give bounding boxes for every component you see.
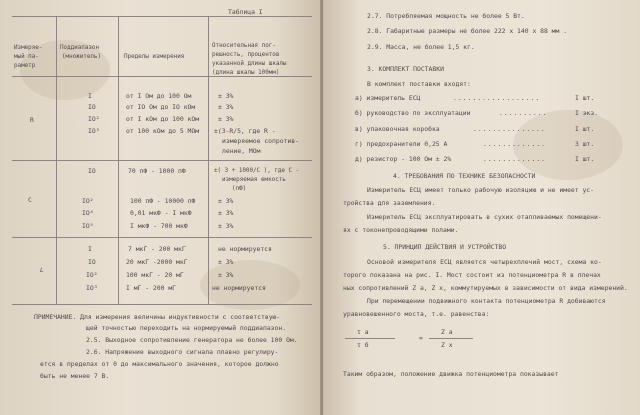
multiplier-cell: IO — [88, 167, 96, 175]
error-cell: ± 3% — [218, 103, 234, 111]
kit-item: д) резистор - 100 Ом ± 2% — [355, 155, 452, 163]
multiplier-cell: I — [88, 92, 92, 100]
error-note: измеряемая емкость — [222, 177, 286, 183]
kit-item: г) предохранители 0,25 А — [355, 140, 448, 148]
range-cell: от I Ом до 100 Ом — [126, 92, 192, 100]
table-col-divider — [208, 16, 209, 304]
table-top-border — [12, 16, 312, 17]
header-error: Относительная пог- — [212, 43, 276, 49]
table-group-divider — [12, 237, 312, 238]
paragraph-line: ных сопротивлений Z а, Z х, коммутируемых в зависимости от вида измерений. — [343, 284, 628, 292]
paragraph-line: тройства для заземления. — [343, 199, 436, 207]
range-cell: 100 пФ - 10000 пФ — [130, 197, 196, 205]
kit-item: б) руководство по эксплуатации — [355, 109, 471, 117]
error-cell: не нормируется — [212, 284, 266, 292]
header-param: мый па- — [14, 54, 39, 60]
range-cell: I мкФ - 700 мкФ — [130, 222, 188, 230]
header-multiplier: (множитель) — [62, 54, 102, 60]
error-cell: ± 3% — [218, 258, 234, 266]
error-note: измеряемое сопротив- — [222, 137, 299, 145]
header-param: Измеряе- — [14, 45, 43, 51]
error-cell: ±(3-R/5, где R - — [214, 127, 276, 135]
spec-line: 2.8. Габаритные размеры не более 222 х 140 х 88 мм . — [367, 27, 568, 35]
paragraph-line: При перемещении подвижного контакта потенциометра R добиваются — [367, 297, 606, 305]
section-title: 5. ПРИНЦИП ДЕЙСТВИЯ И УСТРОЙСТВО — [383, 243, 507, 251]
header-param: раметр — [14, 63, 36, 69]
leader-dots: ............. — [483, 140, 547, 148]
paragraph-line: Основой измерителя ЕСЦ является четырехплечий мост, схема ко- — [367, 258, 602, 266]
note-text: щей точностью переходить на нормируемый поддиапазон. — [86, 324, 287, 332]
error-cell: не нормируется — [218, 245, 272, 253]
leader-dots: .................. — [453, 94, 541, 102]
formula-right-numerator: Z a — [441, 328, 453, 336]
kit-qty: I шт. — [575, 94, 595, 102]
paragraph-line: торого показана на рис. I. Мост состоит из потенциометра R в плечах — [343, 271, 601, 279]
multiplier-cell: IO⁵ — [82, 222, 94, 230]
range-cell: 100 мкГ - 20 мГ — [126, 271, 184, 279]
param-label: C — [28, 196, 32, 204]
kit-qty: 3 шт. — [575, 140, 595, 148]
paragraph-line: уравновешенного моста, т.е. равенства: — [343, 310, 490, 318]
paragraph-line: Измеритель ЕСЦ эксплуатировать в сухих отапливаемых помещени- — [367, 213, 602, 221]
paragraph-line: Измеритель ЕСЦ имеет только рабочую изоляцию и не имеет ус- — [367, 186, 595, 194]
header-error: указанной длины шкалы — [212, 61, 287, 67]
range-cell: 20 мкГ -2000 мкГ — [126, 258, 188, 266]
spec-line: 2.7. Потребляемая мощность не более 5 Вт. — [367, 12, 525, 20]
multiplier-cell: IO — [88, 103, 96, 111]
header-error: решность, процентов — [212, 52, 280, 58]
multiplier-cell: IO³ — [88, 127, 100, 135]
range-cell: 7 мкГ - 200 мкГ — [128, 245, 186, 253]
spec-line: 2.9. Масса, не более 1,5 кг. — [367, 43, 475, 51]
paragraph-line: Таким образом, положение движка потенциометра показывает — [343, 370, 559, 378]
table-col-divider — [56, 16, 57, 304]
spec-line: ется в пределах от 0 до максимального значения, которое должно — [40, 360, 279, 368]
multiplier-cell: IO³ — [86, 284, 98, 292]
formula-right-denominator: Z x — [441, 341, 453, 349]
fraction-bar — [345, 338, 395, 339]
section-title: 4. ТРЕБОВАНИЯ ПО ТЕХНИКЕ БЕЗОПАСНОСТИ — [393, 172, 536, 180]
multiplier-cell: I — [88, 245, 92, 253]
multiplier-cell: IO — [88, 258, 96, 266]
range-cell: от IO Ом до IO кОм — [126, 103, 196, 111]
fraction-bar — [429, 338, 473, 339]
section-intro: В комплект поставки входят: — [367, 80, 471, 88]
leader-dots: ............... — [473, 125, 546, 133]
error-note: (пФ) — [232, 186, 247, 192]
multiplier-cell: IO⁴ — [82, 209, 94, 217]
table-title: Таблица I — [228, 8, 263, 16]
error-cell: ± 3% — [218, 115, 234, 123]
error-cell: ± 3% — [218, 209, 234, 217]
range-cell: I мГ - 200 мГ — [126, 284, 177, 292]
range-cell: от I кОм до 100 кОм — [126, 115, 200, 123]
table-group-divider — [12, 160, 312, 161]
error-cell: ± 3% — [218, 271, 234, 279]
error-cell: ± 3% — [218, 92, 234, 100]
multiplier-cell: IO² — [86, 271, 98, 279]
spec-line: 2.6. Напряжение выходного сигнала плавно регулиру- — [86, 348, 279, 356]
error-cell: ± 3% — [218, 222, 234, 230]
right-page — [323, 0, 640, 415]
error-cell: ±( 3 + 1000/С ), где С - — [214, 168, 300, 174]
kit-item: в) упаковочная коробка — [355, 125, 440, 133]
paragraph-line: ях с токонепроводящими полами. — [343, 226, 459, 234]
header-error: (длина шкалы 100мм) — [212, 70, 280, 76]
spec-line: 2.5. Выходное сопротивление генератора не более 100 Ом. — [86, 336, 298, 344]
multiplier-cell: IO² — [82, 197, 94, 205]
table-bottom-border — [12, 304, 312, 305]
note-text: ПРИМЕЧАНИЕ. Для измерения величины индуктивности с соответствую- — [34, 313, 281, 321]
header-range: Пределы измерения — [124, 54, 185, 60]
kit-qty: I шт. — [575, 155, 595, 163]
error-cell: ± 3% — [218, 197, 234, 205]
range-cell: от 100 кОм до 5 МОм — [126, 127, 200, 135]
spec-line: быть не менее 7 В. — [40, 372, 110, 380]
equals-sign: = — [419, 334, 423, 342]
header-multiplier: Поддиапазон — [60, 45, 100, 51]
formula-left-denominator: τ б — [357, 341, 369, 349]
error-note: ление, МОм — [222, 147, 261, 155]
range-cell: 70 пФ - 1000 пФ — [128, 167, 186, 175]
range-cell: 0,01 мкФ - I мкФ — [130, 209, 192, 217]
table-col-divider — [118, 16, 119, 304]
leader-dots: .......... — [499, 109, 548, 117]
param-label: L — [40, 266, 44, 274]
param-label: R — [30, 116, 34, 124]
leader-dots: ............. — [483, 155, 547, 163]
kit-qty: I экз. — [575, 109, 599, 117]
kit-qty: I шт. — [575, 125, 595, 133]
formula-left-numerator: τ a — [357, 328, 369, 336]
kit-item: а) измеритель ЕСЦ — [355, 94, 421, 102]
multiplier-cell: IO² — [88, 115, 100, 123]
section-title: 3. КОМПЛЕКТ ПОСТАВКИ — [367, 65, 444, 73]
